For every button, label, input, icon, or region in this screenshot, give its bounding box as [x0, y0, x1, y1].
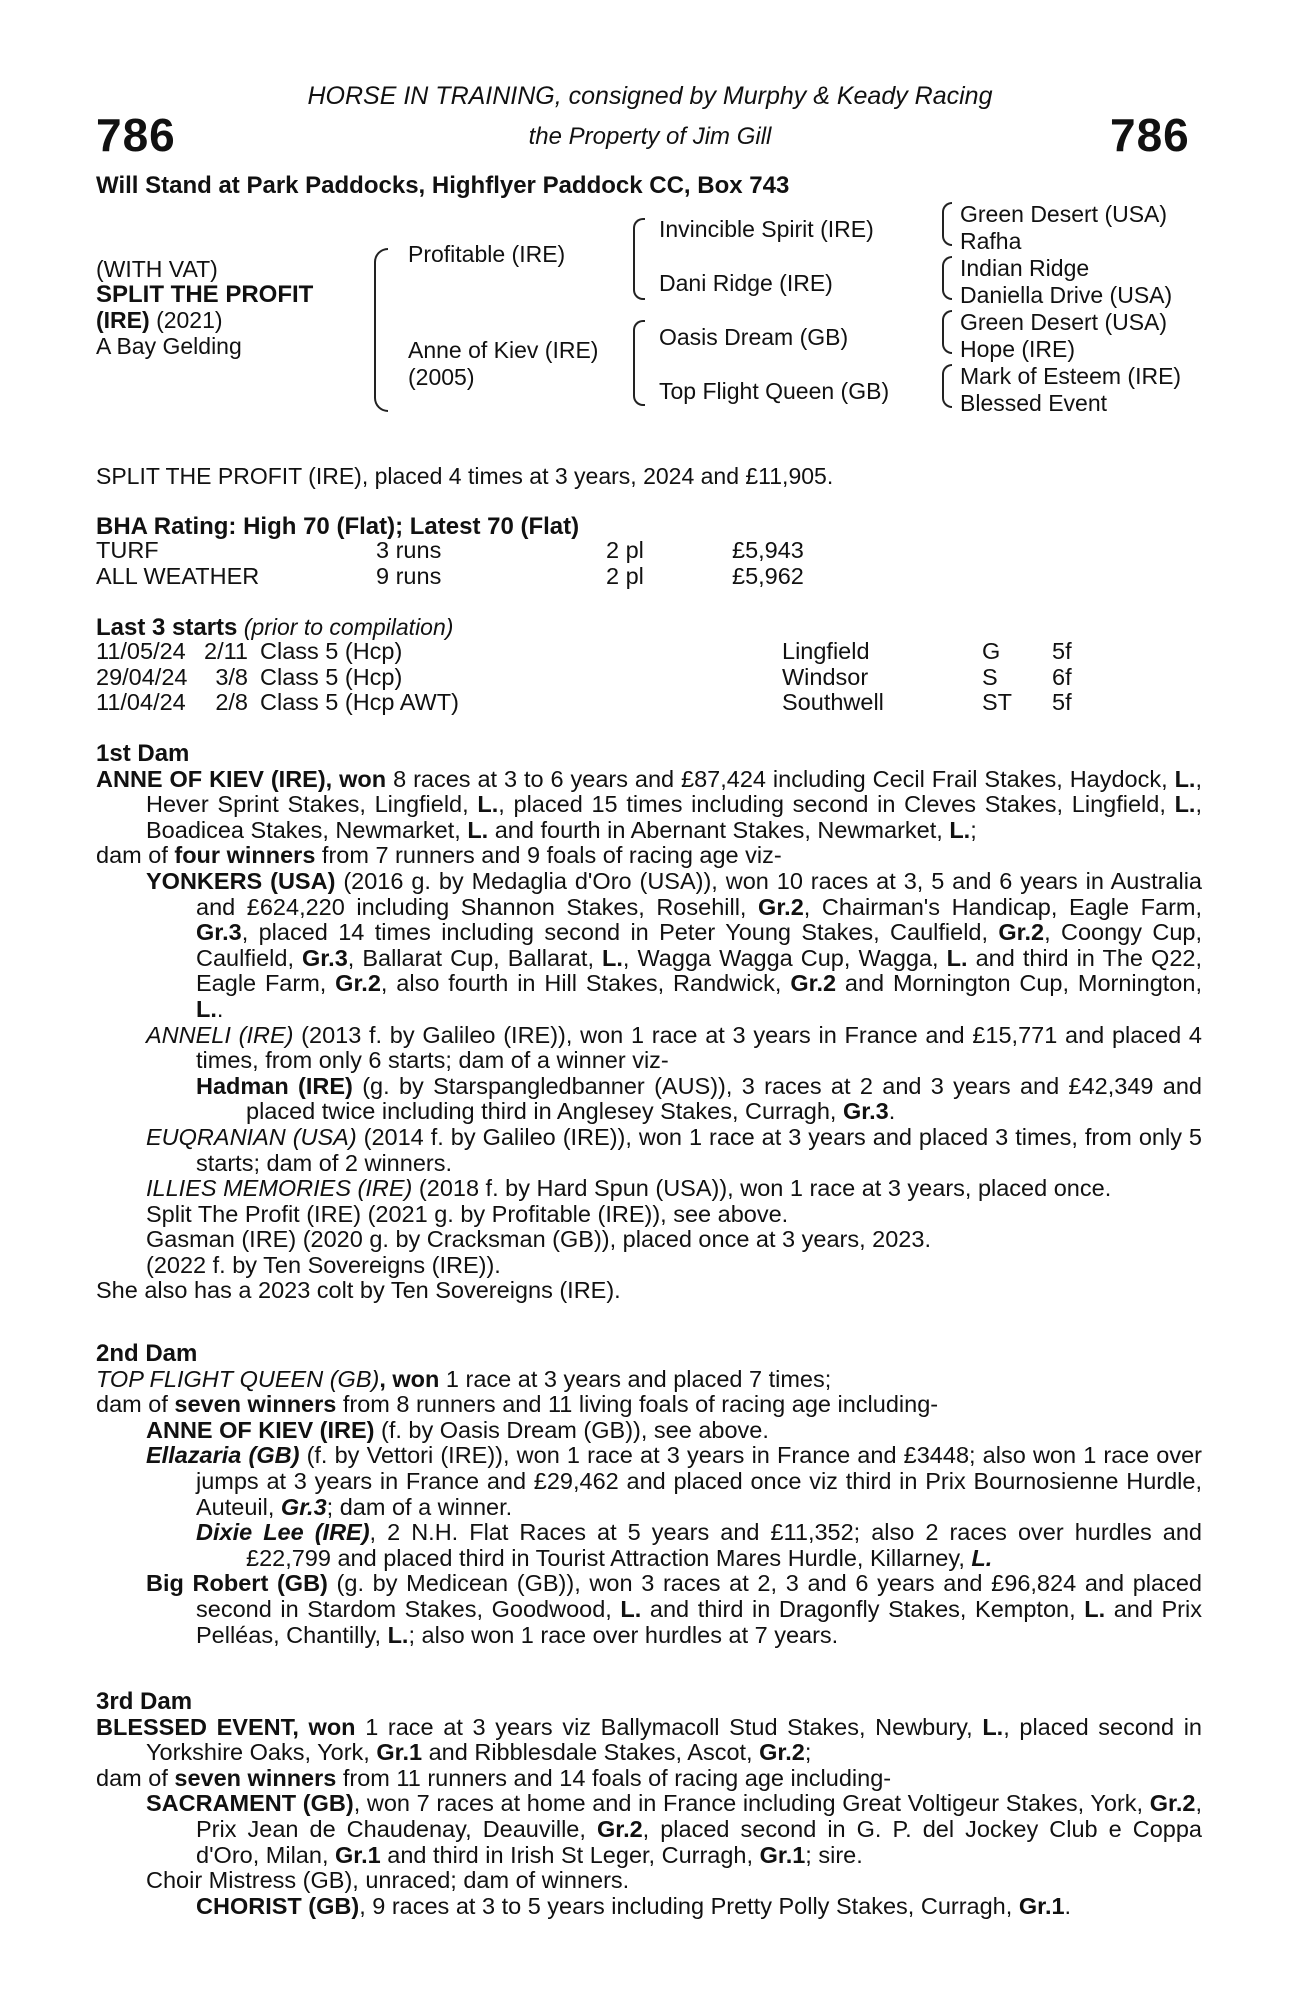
grade-listed: L. — [946, 944, 968, 971]
grade-listed: L. — [477, 791, 499, 818]
text-run: 1 race at 3 years viz Ballymacoll Stud Stakes, Newbury, — [355, 1713, 983, 1740]
grade: Gr.2 — [596, 1815, 643, 1842]
text-run: ; sire. — [805, 1841, 863, 1868]
produce-name: ANNE OF KIEV (IRE) — [146, 1416, 375, 1443]
text-run: dam of — [96, 1764, 175, 1791]
produce-name: SACRAMENT (GB) — [146, 1790, 354, 1817]
last-starts-table — [96, 639, 1072, 716]
text-run: 8 races at 3 to 6 years and £87,424 including Cecil Frail Stakes, Haydock, — [386, 765, 1175, 792]
third-dam-record — [96, 1715, 1202, 1766]
rating-surface: ALL WEATHER — [96, 562, 260, 589]
text-run: , Prix Jean de Chaudenay, Deauville, — [196, 1790, 1202, 1842]
rating-row — [96, 538, 804, 564]
second-dam-section — [96, 1341, 1202, 1648]
produce-illies — [96, 1176, 1202, 1202]
second-dam-title: 2nd Dam — [96, 1340, 198, 1367]
grade-listed: L. — [1174, 791, 1196, 818]
start-going: G — [982, 638, 1001, 664]
third-dam-section — [96, 1689, 1202, 1919]
grade: Gr.1 — [759, 1841, 806, 1868]
winner-count: seven winners — [174, 1391, 337, 1418]
text-run: , placed second in G. P. del Jockey Club e Coppa d'Oro, Milan, — [196, 1815, 1202, 1868]
last-starts-title: Last 3 starts — [96, 614, 238, 641]
grade-listed: L. — [1084, 1595, 1106, 1622]
text-run: (g. by Starspangledbanner (AUS)), 3 races at 2 and 3 years and £42,349 and placed twice including third in Anglesey Stakes, Curragh, — [246, 1072, 1202, 1125]
text-run: and third in Irish St Leger, Curragh, — [380, 1841, 760, 1868]
grade-listed: L. — [1174, 765, 1196, 792]
produce-name: YONKERS (USA) — [146, 867, 336, 894]
produce-dixie — [96, 1520, 1202, 1571]
pedigree-g2: Rafha — [960, 228, 1022, 254]
text-run: , Wagga Wagga Cup, Wagga, — [622, 944, 947, 971]
lot-number-left: 786 — [96, 109, 176, 161]
first-dam-produce-intro — [96, 843, 1202, 869]
property-line: the Property of Jim Gill — [528, 123, 772, 150]
pedigree-dam: Anne of Kiev (IRE) — [408, 337, 599, 363]
first-dam-title: 1st Dam — [96, 740, 190, 767]
start-race: Class 5 (Hcp) — [260, 663, 403, 690]
text-run: , also fourth in Hill Stakes, Randwick, — [380, 970, 791, 997]
text-run: (f. by Oasis Dream (GB)), see above. — [374, 1416, 769, 1443]
pedigree-brace-g2 — [942, 256, 952, 300]
produce-name: Big Robert (GB) — [146, 1570, 328, 1597]
consignment-line: HORSE IN TRAINING, consigned by Murphy & Keady Racing — [307, 82, 993, 110]
produce-name: CHORIST (GB) — [196, 1892, 360, 1919]
grade-listed: L. — [602, 944, 623, 971]
text-run: . — [216, 995, 224, 1022]
grade-listed: L. — [387, 1621, 409, 1648]
text-run: and third in Dragonfly Stakes, Kempton, — [641, 1595, 1085, 1622]
pedigree-g4: Daniella Drive (USA) — [960, 282, 1173, 308]
start-row — [96, 690, 1072, 716]
text-run: and Mornington Cup, Mornington, — [836, 970, 1202, 997]
text-run: . — [888, 1098, 896, 1125]
pedigree-g1: Green Desert (USA) — [960, 201, 1168, 227]
text-run: , Ballarat Cup, Ballarat, — [347, 944, 603, 971]
horse-description: A Bay Gelding — [96, 333, 242, 359]
grade: Gr.1 — [376, 1739, 423, 1766]
second-dam-name: TOP FLIGHT QUEEN (GB) — [96, 1365, 380, 1392]
produce-gasman: Gasman (IRE) (2020 g. by Cracksman (GB)), placed once at 3 years, 2023. — [146, 1226, 931, 1253]
text-run: and fourth in Abernant Stakes, Newmarket, — [488, 816, 950, 843]
stand-location: Will Stand at Park Paddocks, Highflyer Paddock CC, Box 743 — [96, 172, 790, 199]
rating-prize: £5,962 — [732, 562, 804, 589]
text-run: , Boadicea Stakes, Newmarket, — [146, 791, 1202, 843]
pedigree-dam-dam: Top Flight Queen (GB) — [659, 378, 890, 404]
text-run: , placed second in Yorkshire Oaks, York, — [146, 1713, 1202, 1766]
grade: Gr.1 — [1018, 1892, 1065, 1919]
pedigree-g3: Indian Ridge — [960, 255, 1090, 281]
text-run: and Ribblesdale Stakes, Ascot, — [422, 1739, 760, 1766]
start-position: 2/11 — [204, 638, 248, 664]
grade: Gr.2 — [335, 970, 381, 997]
text-run: , 2 N.H. Flat Races at 5 years and £11,352; also 2 races over hurdles and £22,799 and placed third in Tourist Attraction Mares Hurdle, Killarney, — [246, 1519, 1202, 1571]
horse-origin: (IRE) — [96, 307, 150, 333]
produce-chorist — [96, 1894, 1202, 1920]
grade: Gr.2 — [998, 919, 1045, 946]
produce-2022: (2022 f. by Ten Sovereigns (IRE)). — [146, 1251, 501, 1278]
pedigree-sire-sire: Invincible Spirit (IRE) — [659, 216, 874, 242]
start-course: Lingfield — [782, 638, 870, 664]
text-run: , Coongy Cup, Caulfield, — [196, 919, 1202, 971]
rating-table — [96, 538, 804, 589]
grade: Gr.2 — [759, 1739, 805, 1766]
second-dam-record — [96, 1367, 1202, 1393]
grade: Gr.3 — [302, 944, 348, 971]
start-course: Southwell — [782, 689, 884, 716]
pedigree-brace-main — [374, 248, 388, 412]
grade-listed: L. — [982, 1713, 1004, 1740]
winner-count: seven winners — [174, 1764, 337, 1791]
produce-name: Ellazaria (GB) — [146, 1442, 300, 1469]
produce-choir: Choir Mistress (GB), unraced; dam of winners. — [146, 1867, 630, 1894]
text-run: ; — [804, 1739, 812, 1766]
rating-prize: £5,943 — [732, 537, 804, 563]
race-summary: SPLIT THE PROFIT (IRE), placed 4 times at 3 years, 2024 and £11,905. — [96, 463, 834, 489]
text-run: (f. by Vettori (IRE)), won 1 race at 3 years in France and £3448; also won 1 race over jumps at 3 years in France and £29,462 and placed once viz third in Prix Bournosienne Hurdle, Auteuil, — [196, 1442, 1202, 1520]
produce-anneli — [96, 1023, 1202, 1074]
first-dam-name: ANNE OF KIEV (IRE), won — [96, 765, 387, 792]
start-row — [96, 639, 1072, 665]
text-run: , Hever Sprint Stakes, Lingfield, — [146, 765, 1202, 818]
rating-placed: 2 pl — [606, 537, 644, 563]
produce-anne — [96, 1418, 1202, 1444]
start-distance: 5f — [1052, 689, 1072, 716]
third-dam-produce-intro — [96, 1766, 1202, 1792]
produce-yonkers — [96, 869, 1202, 1023]
produce-name: ANNELI (IRE) — [146, 1021, 294, 1048]
pedigree-brace-g3 — [942, 310, 952, 354]
text-run: , placed 14 times including second in Peter Young Stakes, Caulfield, — [241, 919, 999, 946]
text-run: ; dam of a winner. — [326, 1493, 513, 1520]
text-run: . — [1064, 1892, 1072, 1919]
produce-ellazaria — [96, 1443, 1202, 1520]
horse-year: (2021) — [156, 307, 223, 333]
text-run: , won 7 races at home and in France including Great Voltigeur Stakes, York, — [353, 1790, 1150, 1817]
grade: Gr.2 — [758, 893, 804, 920]
text-run: (2014 f. by Galileo (IRE)), won 1 race at 3 years and placed 3 times, from only 5 starts; dam of 2 winners. — [196, 1123, 1202, 1176]
text-run: (2016 g. by Medaglia d'Oro (USA)), won 10 races at 3, 5 and 6 years in Australia and £624,220 including Shannon Stakes, Rosehill, — [196, 867, 1202, 920]
pedigree-dam-sire: Oasis Dream (GB) — [659, 324, 849, 350]
start-going: S — [982, 663, 998, 690]
grade: Gr.1 — [335, 1841, 381, 1868]
pedigree-sire-dam: Dani Ridge (IRE) — [659, 270, 833, 296]
text-run: and Prix Pelléas, Chantilly, — [196, 1595, 1202, 1648]
rating-placed: 2 pl — [606, 562, 644, 589]
grade-listed: L. — [620, 1595, 642, 1622]
start-going: ST — [982, 689, 1013, 716]
text-run: , Chairman's Handicap, Eagle Farm, — [803, 893, 1203, 920]
rating-surface: TURF — [96, 537, 159, 563]
start-race: Class 5 (Hcp) — [260, 638, 403, 664]
third-dam-title: 3rd Dam — [96, 1688, 193, 1715]
first-dam-record — [96, 767, 1202, 844]
lot-number-right: 786 — [1110, 109, 1190, 161]
pedigree-g7: Mark of Esteem (IRE) — [960, 363, 1182, 389]
grade-listed: L. — [196, 995, 217, 1022]
rating-title: BHA Rating: High 70 (Flat); Latest 70 (Flat) — [96, 513, 580, 540]
start-date: 11/05/24 — [96, 638, 186, 664]
start-course: Windsor — [782, 663, 869, 690]
produce-name: ILLIES MEMORIES (IRE) — [146, 1175, 413, 1202]
winner-count: four winners — [174, 842, 316, 869]
grade: Gr.3 — [280, 1493, 327, 1520]
start-date: 29/04/24 — [96, 663, 188, 690]
rating-runs: 3 runs — [376, 537, 442, 563]
text-run: from 11 runners and 14 foals of racing age including- — [336, 1764, 892, 1791]
text-run: (g. by Medicean (GB)), won 3 races at 2, 3 and 6 years and £96,824 and placed second in Stardom Stakes, Goodwood, — [196, 1570, 1202, 1622]
grade-listed: L. — [949, 816, 971, 843]
pedigree-brace-sire — [633, 218, 645, 300]
pedigree-brace-g4 — [942, 364, 952, 408]
text-run: (2018 f. by Hard Spun (USA)), won 1 race at 3 years, placed once. — [412, 1175, 1112, 1202]
text-run: dam of — [96, 1391, 175, 1418]
grade: Gr.2 — [1149, 1790, 1196, 1817]
produce-euqranian — [96, 1125, 1202, 1176]
text-run: , placed 15 times including second in Cleves Stakes, Lingfield, — [498, 791, 1175, 818]
produce-split: Split The Profit (IRE) (2021 g. by Profitable (IRE)), see above. — [146, 1200, 789, 1227]
first-dam-section — [96, 741, 1202, 1304]
start-row — [96, 665, 1072, 691]
text-run: dam of — [96, 842, 175, 869]
produce-name: Hadman (IRE) — [196, 1072, 353, 1099]
third-dam-name: BLESSED EVENT, won — [96, 1713, 356, 1740]
start-position: 2/8 — [215, 689, 248, 716]
pedigree-g5: Green Desert (USA) — [960, 309, 1168, 335]
grade: Gr.3 — [196, 919, 242, 946]
pedigree-g8: Blessed Event — [960, 390, 1108, 416]
text-run: from 7 runners and 9 foals of racing age viz- — [315, 842, 782, 869]
produce-2023: She also has a 2023 colt by Ten Sovereigns (IRE). — [96, 1277, 621, 1304]
grade-listed: L. — [467, 816, 489, 843]
vat-note: (WITH VAT) — [96, 256, 218, 282]
grade: Gr.3 — [842, 1098, 889, 1125]
start-distance: 5f — [1052, 638, 1072, 664]
produce-sacrament — [96, 1791, 1202, 1868]
pedigree-brace-g1 — [942, 202, 952, 246]
horse-name: SPLIT THE PROFIT — [96, 281, 314, 308]
text-run: 1 race at 3 years and placed 7 times; — [439, 1365, 832, 1392]
start-date: 11/04/24 — [96, 689, 186, 716]
text-run: , won — [379, 1365, 440, 1392]
start-distance: 6f — [1052, 663, 1072, 690]
rating-runs: 9 runs — [376, 562, 442, 589]
pedigree-sire: Profitable (IRE) — [408, 241, 566, 267]
pedigree-dam-year: (2005) — [408, 364, 475, 390]
text-run: (2013 f. by Galileo (IRE)), won 1 race at 3 years in France and £15,771 and placed 4 times, from only 6 starts; dam of a winner viz- — [196, 1021, 1202, 1074]
text-run: and third in The Q22, Eagle Farm, — [196, 944, 1202, 997]
text-run: , 9 races at 3 to 5 years including Pretty Polly Stakes, Curragh, — [359, 1892, 1019, 1919]
horse-origin-year — [96, 307, 223, 334]
start-position: 3/8 — [215, 663, 248, 690]
second-dam-produce-intro — [96, 1392, 1202, 1418]
produce-name: EUQRANIAN (USA) — [146, 1123, 357, 1150]
grade: Gr.2 — [790, 970, 837, 997]
pedigree-brace-dam — [633, 320, 645, 406]
produce-hadman — [96, 1074, 1202, 1125]
text-run: from 8 runners and 11 living foals of racing age including- — [336, 1391, 939, 1418]
rating-row — [96, 564, 804, 590]
produce-robert — [96, 1571, 1202, 1648]
grade-listed: L. — [971, 1544, 993, 1571]
pedigree-g6: Hope (IRE) — [960, 336, 1076, 362]
produce-name: Dixie Lee (IRE) — [196, 1519, 370, 1546]
start-race: Class 5 (Hcp AWT) — [260, 689, 459, 716]
text-run: ; — [970, 816, 977, 843]
text-run: ; also won 1 race over hurdles at 7 years. — [408, 1621, 839, 1648]
last-starts-note: (prior to compilation) — [243, 614, 454, 640]
